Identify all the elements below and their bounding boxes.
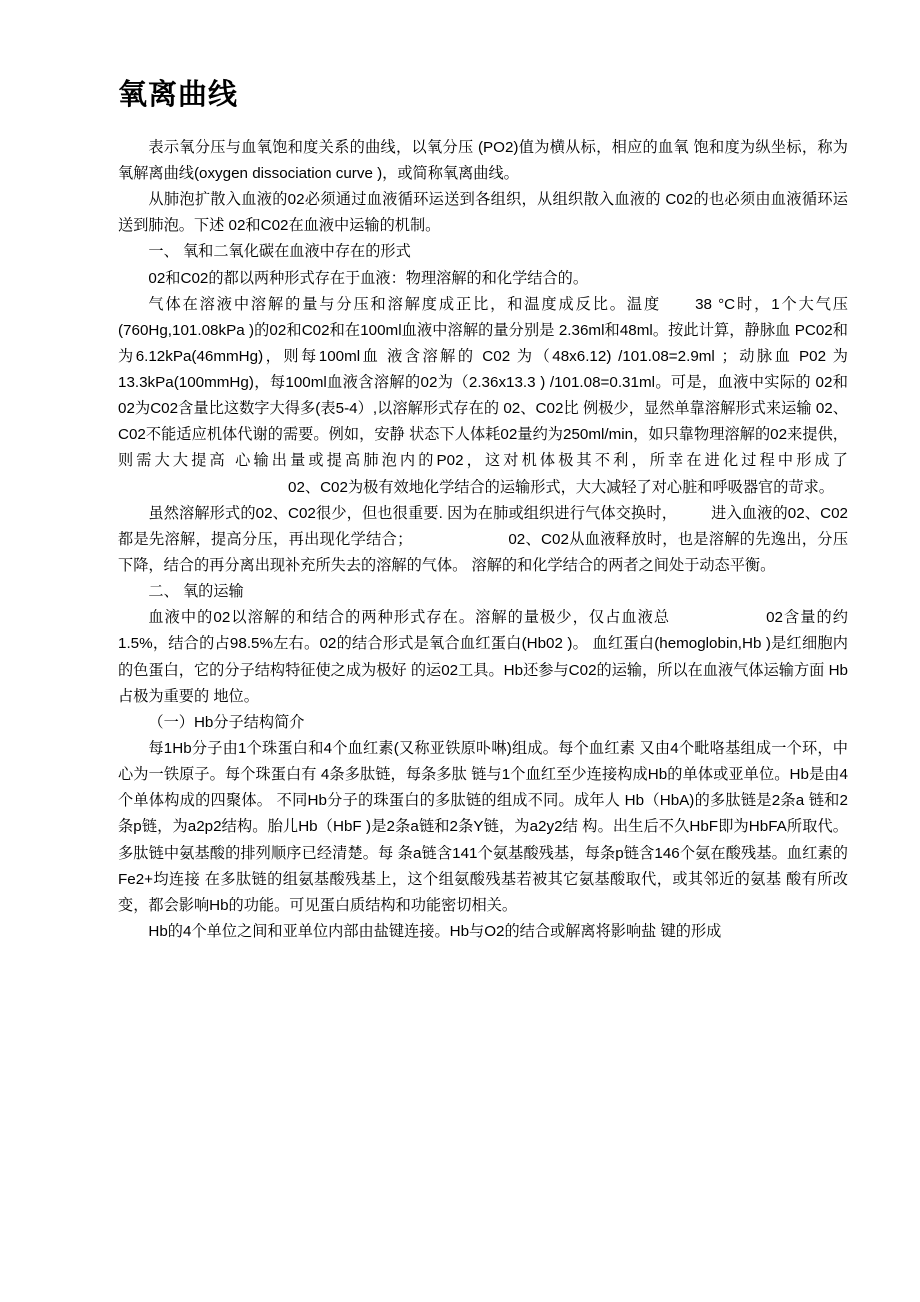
subsection-heading-hb: （一）Hb分子结构简介: [148, 713, 305, 731]
paragraph: Hb的4个单位之间和亚单位内部由盐键连接。Hb与O2的结合或解离将影响盐 键的形成: [148, 923, 722, 941]
paragraph: 每1Hb分子由1个珠蛋白和4个血红素(又称亚铁原卟啉)组成。每个血红素 又由4个毗咯基组成一个环，中心为一铁原子。每个珠蛋白有 4条多肽链，每条多肽 链与1个血红至少连接构成Hb的单体或亚单位。Hb是由4个单体构成的四聚体。 不同Hb分子的珠蛋白的多肽链的组成不同。成年人 Hb（HbA)的多肽链是2条a 链和2条p链，为a2p2结构。胎儿Hb（HbF )是2条a链和2条Y链，为a2y2结 构。出生后不久HbF即为HbFA所取代。多肽链中氨基酸的排列顺序已经清楚。每 条a链含141个氨基酸残基，每条p链含146个氨在酸残基。血红素的Fe2+均连接 在多肽链的组氨基酸残基上，这个组氨酸残基若被其它氨基酸取代，或其邻近的氨基 酸有所改变，都会影响Hb的功能。可见蛋白质结构和功能密切相关。: [118, 740, 848, 914]
paragraph-temperature: [118, 292, 848, 501]
paragraph-part: 02、C02从血液释放时，也是溶解的先逸出，分压下降，结合的再分离出现补充所失去的溶解的气体。 溶解的和化学结合的两者之间处于动态平衡。: [118, 530, 849, 575]
section-heading-two: 二、 氧的运输: [148, 583, 244, 601]
paragraph-part: 38 °C时，1个大气压(760Hg,101.08kPa )的02和C02和在100ml血液中溶解的量分别是 2.36ml和48ml。按此计算，静脉血 PC02和为6.12kPa(46mmHg)，则每100ml血 液含溶解的 C02 为（48x6.12) /101.08=2.9ml ；动脉血 P02 为 13.3kPa(100mmHg)，每100ml血液含溶解的02为（2.36x13.3 ) /101.08=0.31ml。可是，血液中实际的 02和02为C02含量比这数字大得多(表5-4）,以溶解形式存在的 02、C02比 例极少，显然单靠溶解形式来运输 02、C02不能适应机体代谢的需要。例如，安静 状态下人体耗02量约为250ml/min，如只靠物理溶解的02来提供，则需大大提高 心输出量或提高肺泡内的P02，这对机体极其不利，所幸在进化过程中形成了: [118, 295, 848, 470]
paragraph-part: 02、C02为极有效地化学结合的运输形式，大大减轻了对心脏和呼吸器官的苛求。: [288, 478, 834, 496]
paragraph-oxygen-transport: [118, 605, 848, 710]
paragraph-part: 虽然溶解形式的02、C02很少，但也很重要. 因为在肺或组织进行气体交换时，: [148, 504, 678, 522]
paragraph-part: 进入血液的02、C02都是先溶解，提高分压，再出现化学结合；: [118, 504, 848, 548]
paragraph-part: 气体在溶液中溶解的量与分压和溶解度成正比，和温度成反比。温度: [148, 295, 662, 313]
paragraph-part: 02含量的约1.5%，结合的占98.5%左右。02的结合形式是氧合血红蛋白(Hb02 )。 血红蛋白(hemoglobin,Hb )是红细胞内的色蛋白，它的分子结构特征使之成为极好 的运02工具。Hb还参与C02的运输，所以在血液气体运输方面 Hb占极为重要的 地位。: [118, 609, 848, 705]
paragraph-dissolved-forms: [118, 501, 848, 579]
paragraph: 从肺泡扩散入血液的02必须通过血液循环运送到各组织，从组织散入血液的 C02的也必须由血液循环运送到肺泡。下述 02和C02在血液中运输的机制。: [118, 191, 848, 235]
section-heading-one: 一、 氧和二氧化碳在血液中存在的形式: [148, 243, 411, 261]
document-body: [118, 135, 848, 945]
page-title: 氧离曲线: [118, 79, 239, 111]
paragraph: 02和C02的都以两种形式存在于血液：物理溶解的和化学结合的。: [148, 269, 589, 287]
paragraph: 表示氧分压与血氧饱和度关系的曲线，以氧分压 (PO2)值为横从标，相应的血氧 饱和度为纵坐标，称为氧解离曲线(oxygen dissociation curve )，或简称氧离曲线。: [118, 138, 848, 182]
paragraph-part: 血液中的02以溶解的和结合的两种形式存在。溶解的量极少，仅占血液总: [148, 609, 671, 627]
